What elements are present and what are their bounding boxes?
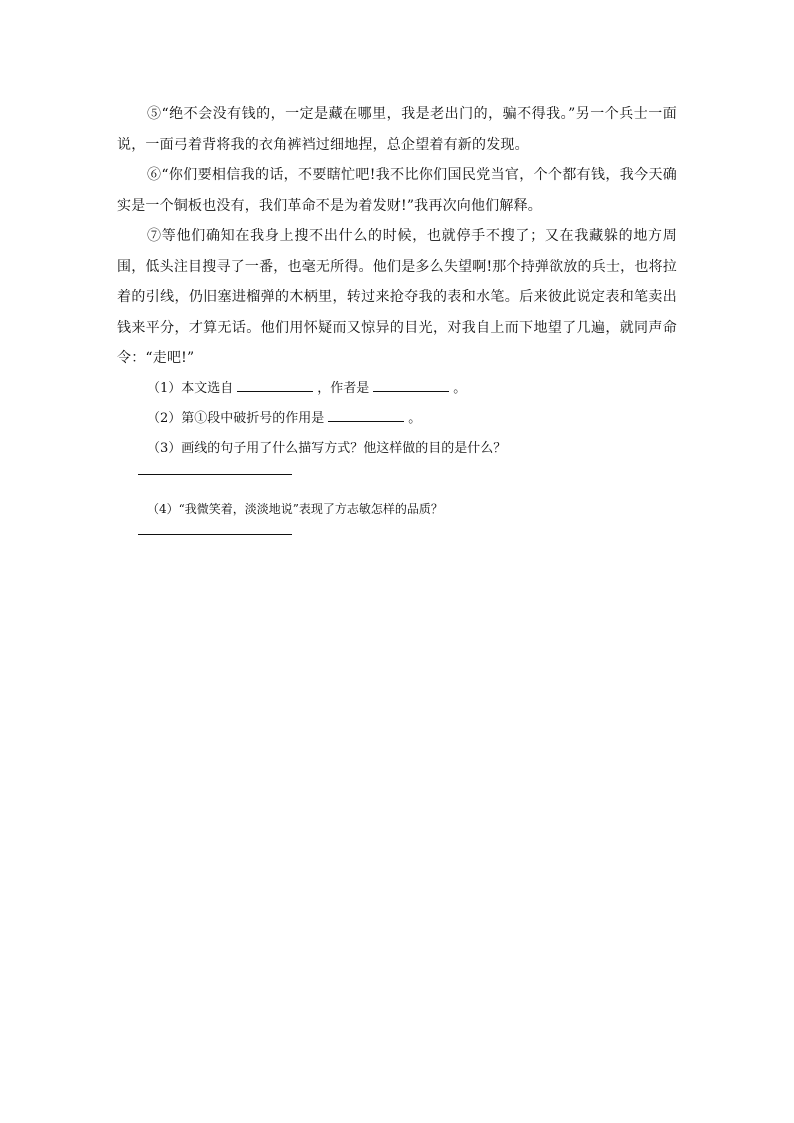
question-2: [117, 404, 677, 434]
document-content: [117, 99, 677, 554]
question-3-answer-area: [117, 464, 677, 494]
question-1-suffix: 。: [453, 380, 467, 396]
question-1-blank-source[interactable]: [237, 377, 313, 392]
question-3-answer-line[interactable]: [138, 473, 292, 475]
question-2-blank[interactable]: [328, 407, 404, 422]
paragraph-5: ⑤“绝不会没有钱的，一定是藏在哪里，我是老出门的，骗不得我。”另一个兵士一面说，一面弓着背将我的衣角裤裆过细地捏，总企望着有新的发现。: [117, 106, 677, 153]
question-1-prefix: （1）本文选自: [147, 380, 234, 396]
questions-section: [117, 374, 677, 554]
question-4: （4）“我微笑着，淡淡地说”表现了方志敏怎样的品质？: [147, 501, 443, 516]
question-4-answer-line[interactable]: [138, 533, 292, 535]
question-4-answer-area: [117, 524, 677, 554]
question-1-middle: ，作者是: [317, 380, 370, 396]
question-1: [117, 374, 677, 404]
question-1-blank-author[interactable]: [373, 377, 449, 392]
question-2-prefix: （2）第①段中破折号的作用是: [147, 410, 325, 426]
paragraph-6: ⑥“你们要相信我的话，不要瞎忙吧!我不比你们国民党当官，个个都有钱，我今天确实是一个铜板也没有，我们革命不是为着发财!”我再次向他们解释。: [117, 167, 677, 214]
question-3: （3）画线的句子用了什么描写方式？他这样做的目的是什么？: [147, 440, 507, 456]
paragraph-7: ⑦等他们确知在我身上搜不出什么的时候，也就停手不搜了；又在我藏躲的地方周围，低头注目搜寻了一番，也毫无所得。他们是多么失望啊!那个持弹欲放的兵士，也将拉着的引线，仍旧塞进榴弹的木柄里，转过来抢夺我的表和水笔。后来彼此说定表和笔卖出钱来平分，才算无话。他们用怀疑而又惊异的目光，对我自上而下地望了几遍，就同声命令：“走吧!”: [117, 228, 677, 366]
question-2-suffix: 。: [408, 410, 422, 426]
